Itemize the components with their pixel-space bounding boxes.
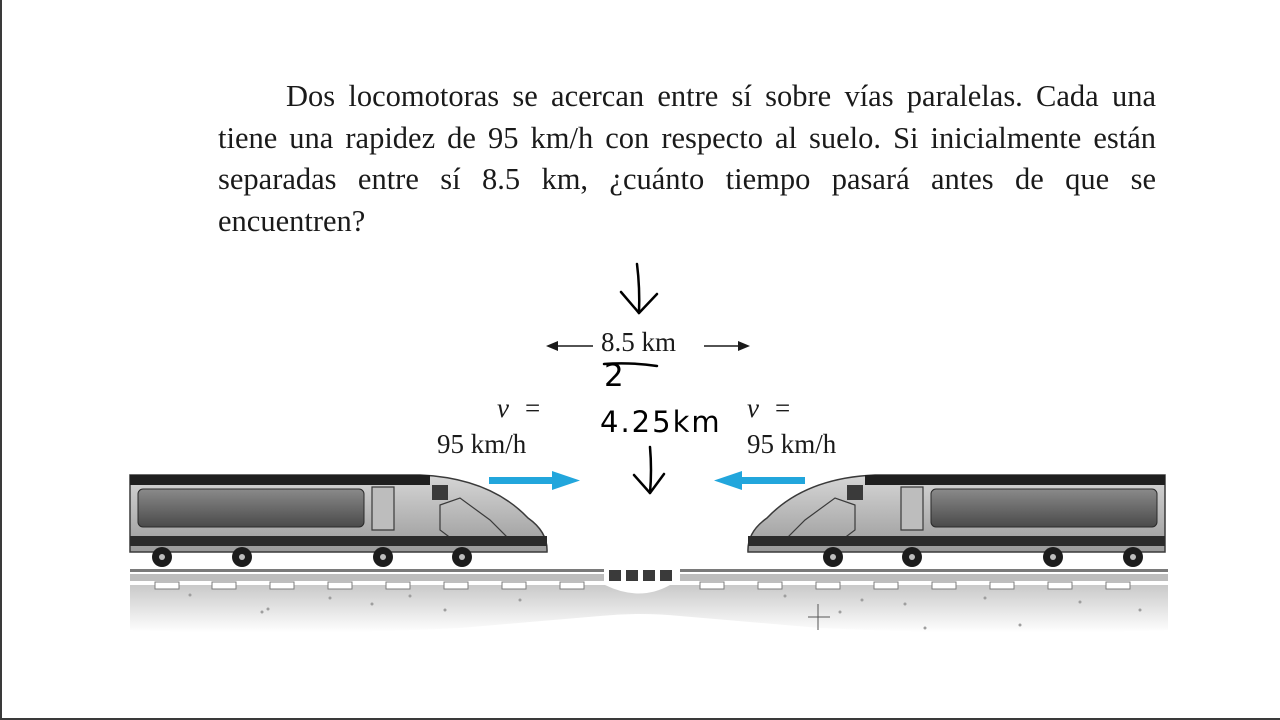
handwritten-divisor: 2 [604, 358, 626, 394]
handwritten-result: 4.25km [600, 405, 722, 439]
handwritten-arrow-top [621, 264, 657, 313]
left-velocity-equals: = [524, 393, 541, 423]
left-locomotive [130, 475, 547, 567]
left-velocity-arrow [489, 471, 580, 490]
right-velocity-symbol [747, 393, 790, 424]
distance-arrow-right [704, 341, 750, 351]
problem-statement: Dos locomotoras se acercan entre sí sobre vías paralelas. Cada una tiene una rapidez de 95 km/h con respecto al suelo. Si inicialmente están separadas entre sí 8.5 km, ¿cuánto tiempo pasará antes de que se encuentren? [218, 79, 1156, 238]
distance-label: 8.5 km [601, 327, 677, 357]
right-velocity-arrow [714, 471, 805, 490]
right-velocity-variable: v [747, 393, 759, 423]
left-velocity-value: 95 km/h [437, 429, 527, 459]
right-velocity-equals: = [774, 393, 791, 423]
left-velocity-variable: v [497, 393, 509, 423]
distance-arrow-left [546, 341, 593, 351]
rail-track [130, 569, 1168, 589]
ground [130, 585, 1168, 633]
left-velocity-symbol [497, 393, 540, 424]
handwritten-arrow-bottom [634, 447, 664, 493]
right-velocity-value: 95 km/h [747, 429, 837, 459]
right-locomotive [748, 475, 1165, 567]
